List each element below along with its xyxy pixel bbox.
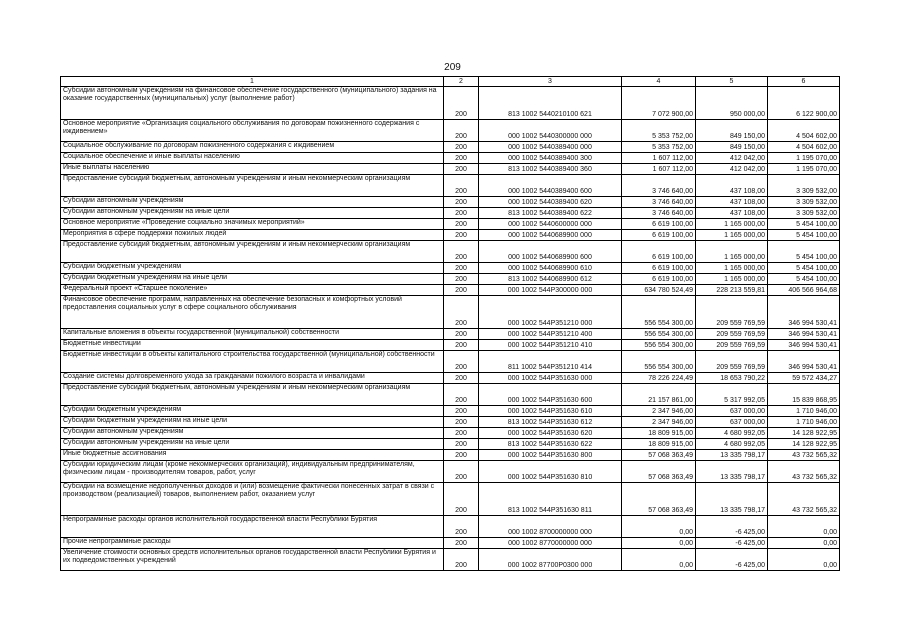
table-row [61, 219, 840, 230]
row-value-4: 0,00 [622, 549, 696, 571]
row-value-5: 849 150,00 [696, 142, 768, 153]
row-code: 000 1002 5440389400 600 [479, 175, 622, 197]
table-row [61, 428, 840, 439]
table-row [61, 175, 840, 197]
row-col2: 200 [444, 516, 479, 538]
row-value-5: 637 000,00 [696, 417, 768, 428]
table-row [61, 384, 840, 406]
row-code: 813 1002 544P351630 811 [479, 483, 622, 516]
row-value-6: 14 128 922,95 [768, 439, 840, 450]
row-name: Капитальные вложения в объекты государственной (муниципальной) собственности [61, 329, 444, 340]
table-row [61, 296, 840, 329]
row-name: Субсидии на возмещение недополученных доходов и (или) возмещение фактически понесенных затрат в связи с производством (реализацией) товаров, выполнением работ, оказанием услуг [61, 483, 444, 516]
page-number: 209 [444, 62, 461, 73]
row-name: Бюджетные инвестиции в объекты капитального строительства государственной (муниципальной) собственности [61, 351, 444, 373]
row-name: Прочие непрограммные расходы [61, 538, 444, 549]
row-col2: 200 [444, 373, 479, 384]
row-name: Субсидии бюджетным учреждениям на иные цели [61, 417, 444, 428]
row-name: Финансовое обеспечение программ, направленных на обеспечение безопасных и комфортных условий предоставления социальных услуг в сфере социального обслуживания [61, 296, 444, 329]
row-col2: 200 [444, 263, 479, 274]
row-value-5: 1 165 000,00 [696, 219, 768, 230]
row-col2: 200 [444, 406, 479, 417]
column-header: 1 [61, 77, 444, 87]
table-row [61, 340, 840, 351]
row-value-4: 1 607 112,00 [622, 164, 696, 175]
row-name: Основное мероприятие «Проведение социально значимых мероприятий» [61, 219, 444, 230]
row-value-4: 78 226 224,49 [622, 373, 696, 384]
row-value-4: 7 072 900,00 [622, 87, 696, 120]
column-header: 5 [696, 77, 768, 87]
row-col2: 200 [444, 549, 479, 571]
row-value-4: 18 809 915,00 [622, 428, 696, 439]
table-row [61, 197, 840, 208]
table-row [61, 120, 840, 142]
row-value-6: 5 454 100,00 [768, 230, 840, 241]
row-value-4: 18 809 915,00 [622, 439, 696, 450]
row-col2: 200 [444, 175, 479, 197]
row-value-5: 637 000,00 [696, 406, 768, 417]
row-code: 000 1002 8700000000 000 [479, 516, 622, 538]
row-value-4: 634 780 524,49 [622, 285, 696, 296]
table-row [61, 87, 840, 120]
table-row [61, 516, 840, 538]
table-row [61, 483, 840, 516]
row-value-4: 0,00 [622, 538, 696, 549]
row-name: Субсидии автономным учреждениям на иные цели [61, 208, 444, 219]
budget-table [60, 76, 840, 571]
row-value-5: 437 108,00 [696, 208, 768, 219]
row-value-5: 950 000,00 [696, 87, 768, 120]
table-row [61, 373, 840, 384]
row-value-5: 4 680 992,05 [696, 439, 768, 450]
row-name: Создание системы долговременного ухода за гражданами пожилого возраста и инвалидами [61, 373, 444, 384]
row-value-5: 228 213 559,81 [696, 285, 768, 296]
row-value-6: 1 710 946,00 [768, 406, 840, 417]
row-col2: 200 [444, 219, 479, 230]
row-value-6: 4 504 602,00 [768, 142, 840, 153]
row-value-6: 14 128 922,95 [768, 428, 840, 439]
row-value-4: 6 619 100,00 [622, 263, 696, 274]
row-value-5: 1 165 000,00 [696, 274, 768, 285]
row-code: 000 1002 5440389400 300 [479, 153, 622, 164]
row-name: Иные бюджетные ассигнования [61, 450, 444, 461]
row-value-4: 556 554 300,00 [622, 329, 696, 340]
row-value-6: 0,00 [768, 538, 840, 549]
table-row [61, 351, 840, 373]
row-value-5: 13 335 798,17 [696, 450, 768, 461]
row-name: Увеличение стоимости основных средств исполнительных органов государственной власти Республики Бурятия и их подведомственных учреждений [61, 549, 444, 571]
header-row [61, 77, 840, 87]
row-code: 813 1002 5440210100 621 [479, 87, 622, 120]
row-code: 813 1002 544P351630 612 [479, 417, 622, 428]
row-code: 000 1002 5440689900 000 [479, 230, 622, 241]
row-col2: 200 [444, 153, 479, 164]
row-name: Непрограммные расходы органов исполнительной государственной власти Республики Бурятия [61, 516, 444, 538]
row-value-6: 43 732 565,32 [768, 461, 840, 483]
row-value-6: 3 309 532,00 [768, 208, 840, 219]
row-name: Субсидии бюджетным учреждениям на иные цели [61, 274, 444, 285]
table-row [61, 406, 840, 417]
row-code: 000 1002 544P351630 610 [479, 406, 622, 417]
row-value-5: -6 425,00 [696, 538, 768, 549]
row-value-5: 412 042,00 [696, 164, 768, 175]
row-code: 000 1002 5440689900 600 [479, 241, 622, 263]
row-value-6: 5 454 100,00 [768, 241, 840, 263]
table-row [61, 208, 840, 219]
row-code: 000 1002 5440389400 000 [479, 142, 622, 153]
row-value-4: 21 157 861,00 [622, 384, 696, 406]
row-col2: 200 [444, 241, 479, 263]
row-value-6: 43 732 565,32 [768, 483, 840, 516]
row-value-5: 18 653 790,22 [696, 373, 768, 384]
row-value-5: -6 425,00 [696, 549, 768, 571]
row-name: Предоставление субсидий бюджетным, автономным учреждениям и иным некоммерческим организациям [61, 175, 444, 197]
row-code: 000 1002 544P351630 800 [479, 450, 622, 461]
row-value-4: 57 068 363,49 [622, 450, 696, 461]
row-col2: 200 [444, 439, 479, 450]
row-value-6: 15 839 868,95 [768, 384, 840, 406]
table-row [61, 241, 840, 263]
row-col2: 200 [444, 483, 479, 516]
row-value-5: 209 559 769,59 [696, 351, 768, 373]
row-code: 813 1002 544P351630 622 [479, 439, 622, 450]
row-code: 811 1002 544P351210 414 [479, 351, 622, 373]
row-name: Основное мероприятие «Организация социального обслуживания по договорам пожизненного содержания с иждивением» [61, 120, 444, 142]
row-code: 000 1002 544P351210 410 [479, 340, 622, 351]
row-col2: 200 [444, 120, 479, 142]
table-row [61, 417, 840, 428]
row-col2: 200 [444, 417, 479, 428]
row-value-6: 406 566 964,68 [768, 285, 840, 296]
table-row [61, 142, 840, 153]
row-value-4: 3 746 640,00 [622, 175, 696, 197]
row-value-6: 346 994 530,41 [768, 340, 840, 351]
row-name: Иные выплаты населению [61, 164, 444, 175]
row-value-5: 437 108,00 [696, 197, 768, 208]
column-header: 4 [622, 77, 696, 87]
row-value-4: 1 607 112,00 [622, 153, 696, 164]
row-code: 000 1002 87700P0300 000 [479, 549, 622, 571]
row-value-5: 209 559 769,59 [696, 329, 768, 340]
row-value-4: 57 068 363,49 [622, 483, 696, 516]
row-code: 000 1002 544P351210 400 [479, 329, 622, 340]
row-value-5: 209 559 769,59 [696, 340, 768, 351]
table-row [61, 285, 840, 296]
row-col2: 200 [444, 329, 479, 340]
row-value-6: 1 195 070,00 [768, 164, 840, 175]
row-value-5: 13 335 798,17 [696, 483, 768, 516]
row-value-6: 5 454 100,00 [768, 219, 840, 230]
row-col2: 200 [444, 230, 479, 241]
row-value-6: 4 504 602,00 [768, 120, 840, 142]
row-value-5: 412 042,00 [696, 153, 768, 164]
column-header: 2 [444, 77, 479, 87]
row-col2: 200 [444, 87, 479, 120]
row-value-4: 556 554 300,00 [622, 351, 696, 373]
row-name: Предоставление субсидий бюджетным, автономным учреждениям и иным некоммерческим организациям [61, 241, 444, 263]
row-code: 000 1002 544P351630 810 [479, 461, 622, 483]
row-value-5: 1 165 000,00 [696, 230, 768, 241]
row-code: 000 1002 544P300000 000 [479, 285, 622, 296]
row-name: Предоставление субсидий бюджетным, автономным учреждениям и иным некоммерческим организациям [61, 384, 444, 406]
table-row [61, 263, 840, 274]
row-value-5: 13 335 798,17 [696, 461, 768, 483]
row-value-6: 6 122 900,00 [768, 87, 840, 120]
row-value-4: 5 353 752,00 [622, 120, 696, 142]
row-code: 813 1002 5440389400 622 [479, 208, 622, 219]
row-col2: 200 [444, 208, 479, 219]
row-value-6: 346 994 530,41 [768, 329, 840, 340]
row-name: Бюджетные инвестиции [61, 340, 444, 351]
row-value-5: 849 150,00 [696, 120, 768, 142]
row-value-4: 5 353 752,00 [622, 142, 696, 153]
row-col2: 200 [444, 428, 479, 439]
row-value-5: 437 108,00 [696, 175, 768, 197]
column-header: 6 [768, 77, 840, 87]
row-value-5: 5 317 992,05 [696, 384, 768, 406]
row-code: 000 1002 5440689900 610 [479, 263, 622, 274]
row-value-4: 556 554 300,00 [622, 340, 696, 351]
row-name: Субсидии юридическим лицам (кроме некоммерческих организаций), индивидуальным предпринимателям, физическим лицам - производителям товаров, работ, услуг [61, 461, 444, 483]
row-col2: 200 [444, 285, 479, 296]
row-col2: 200 [444, 197, 479, 208]
row-value-6: 346 994 530,41 [768, 351, 840, 373]
row-value-5: 209 559 769,59 [696, 296, 768, 329]
row-value-4: 2 347 946,00 [622, 406, 696, 417]
row-value-4: 556 554 300,00 [622, 296, 696, 329]
row-value-4: 3 746 640,00 [622, 197, 696, 208]
row-value-6: 59 572 434,27 [768, 373, 840, 384]
row-value-5: 1 165 000,00 [696, 263, 768, 274]
table-row [61, 538, 840, 549]
row-value-6: 1 710 946,00 [768, 417, 840, 428]
row-name: Субсидии бюджетным учреждениям [61, 263, 444, 274]
row-col2: 200 [444, 296, 479, 329]
row-value-4: 6 619 100,00 [622, 241, 696, 263]
row-name: Субсидии автономным учреждениям [61, 197, 444, 208]
row-value-5: -6 425,00 [696, 516, 768, 538]
row-name: Субсидии бюджетным учреждениям [61, 406, 444, 417]
row-value-6: 5 454 100,00 [768, 274, 840, 285]
table-row [61, 230, 840, 241]
row-code: 000 1002 8770000000 000 [479, 538, 622, 549]
row-code: 000 1002 544P351630 000 [479, 373, 622, 384]
table-row [61, 450, 840, 461]
row-value-6: 3 309 532,00 [768, 197, 840, 208]
row-name: Субсидии автономным учреждениям [61, 428, 444, 439]
row-name: Мероприятия в сфере поддержки пожилых людей [61, 230, 444, 241]
row-value-4: 3 746 640,00 [622, 208, 696, 219]
row-value-4: 6 619 100,00 [622, 274, 696, 285]
table-row [61, 153, 840, 164]
row-code: 000 1002 544P351630 620 [479, 428, 622, 439]
row-value-5: 4 680 992,05 [696, 428, 768, 439]
row-value-4: 2 347 946,00 [622, 417, 696, 428]
row-value-4: 6 619 100,00 [622, 230, 696, 241]
row-col2: 200 [444, 142, 479, 153]
table-row [61, 549, 840, 571]
column-header: 3 [479, 77, 622, 87]
row-value-5: 1 165 000,00 [696, 241, 768, 263]
row-name: Социальное обслуживание по договорам пожизненного содержания с иждивением [61, 142, 444, 153]
row-col2: 200 [444, 274, 479, 285]
row-col2: 200 [444, 340, 479, 351]
table-row [61, 439, 840, 450]
row-code: 000 1002 5440600000 000 [479, 219, 622, 230]
row-value-6: 1 195 070,00 [768, 153, 840, 164]
row-col2: 200 [444, 538, 479, 549]
row-value-4: 57 068 363,49 [622, 461, 696, 483]
table-row [61, 329, 840, 340]
table-row [61, 461, 840, 483]
row-col2: 200 [444, 450, 479, 461]
table-row [61, 164, 840, 175]
row-value-6: 5 454 100,00 [768, 263, 840, 274]
row-code: 813 1002 5440689900 612 [479, 274, 622, 285]
row-name: Социальное обеспечение и иные выплаты населению [61, 153, 444, 164]
row-code: 000 1002 544P351210 000 [479, 296, 622, 329]
row-value-4: 6 619 100,00 [622, 219, 696, 230]
row-col2: 200 [444, 461, 479, 483]
table-row [61, 274, 840, 285]
row-value-6: 0,00 [768, 549, 840, 571]
row-name: Субсидии автономным учреждениям на финансовое обеспечение государственного (муниципального) задания на оказание государственных (муниципальных) услуг (выполнение работ) [61, 87, 444, 120]
row-value-4: 0,00 [622, 516, 696, 538]
row-code: 000 1002 5440389400 620 [479, 197, 622, 208]
row-code: 000 1002 5440300000 000 [479, 120, 622, 142]
row-value-6: 0,00 [768, 516, 840, 538]
row-name: Субсидии автономным учреждениям на иные цели [61, 439, 444, 450]
row-col2: 200 [444, 384, 479, 406]
row-code: 000 1002 544P351630 600 [479, 384, 622, 406]
row-value-6: 43 732 565,32 [768, 450, 840, 461]
row-code: 813 1002 5440389400 360 [479, 164, 622, 175]
row-value-6: 3 309 532,00 [768, 175, 840, 197]
row-name: Федеральный проект «Старшее поколение» [61, 285, 444, 296]
row-col2: 200 [444, 351, 479, 373]
row-value-6: 346 994 530,41 [768, 296, 840, 329]
row-col2: 200 [444, 164, 479, 175]
